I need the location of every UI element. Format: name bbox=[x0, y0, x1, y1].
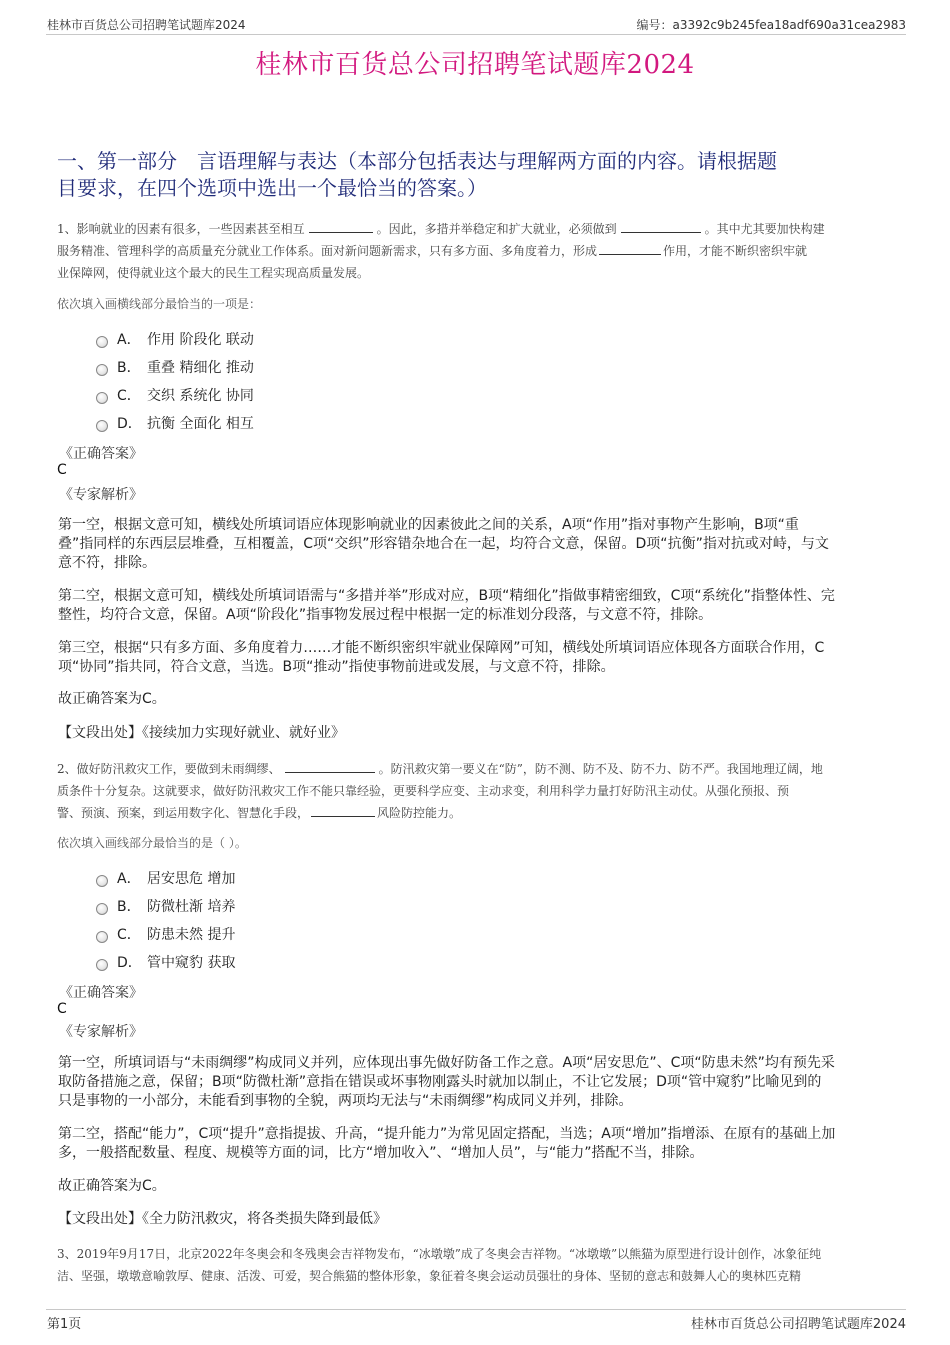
analysis-line: 第一空，所填词语与“未雨绸缪”构成同义并列，应体现出事先做好防备工作之意。A项“居安思危”、C项“防患未然”均有预先采 bbox=[58, 1055, 835, 1071]
question-1-text-a: 1、影响就业的因素有很多，一些因素甚至相互 bbox=[57, 222, 305, 236]
analysis-line: 整性，均符合文意，保留。A项“阶段化”指事物发展过程中根据一定的标准划分段落，与文意不符，排除。 bbox=[58, 607, 713, 623]
question-1-option-b[interactable] bbox=[96, 357, 254, 377]
option-text: 抗衡 全面化 相互 bbox=[147, 416, 254, 432]
analysis-line: 第二空，搭配“能力”，C项“提升”意指提拔、升高，“提升能力”为常见固定搭配，当选；A项“增加”指增添、在原有的基础上加 bbox=[58, 1126, 836, 1142]
question-2-text-a: 2、做好防汛救灾工作，要做到未雨绸缪、 bbox=[57, 762, 281, 776]
question-2-text-b: 。防汛救灾第一要义在“防”，防不测、防不及、防不力、防不严。我国地理辽阔，地 bbox=[378, 762, 823, 776]
fill-blank bbox=[621, 218, 701, 233]
analysis-line: 叠”指同样的东西层层堆叠，互相覆盖，C项“交织”形容错杂地合在一起，均符合文意，保留。D项“抗衡”指对抗或对峙，与文 bbox=[58, 536, 829, 552]
question-1-text-e: 作用，才能不断织密织牢就 bbox=[663, 244, 808, 258]
radio-button-icon[interactable] bbox=[96, 392, 108, 404]
question-1-line3: 业保障网，使得就业这个最大的民生工程实现高质量发展。 bbox=[57, 266, 370, 280]
radio-button-icon[interactable] bbox=[96, 420, 108, 432]
fill-blank bbox=[309, 218, 373, 233]
option-text: 防微杜渐 培养 bbox=[147, 899, 236, 915]
analysis-line: 第二空，根据文意可知，横线处所填词语需与“多措并举”形成对应，B项“精细化”指做事精密细致，C项“系统化”指整体性、完 bbox=[58, 588, 835, 604]
question-3-stem bbox=[57, 1243, 897, 1287]
analysis-line: 第三空，根据“只有多方面、多角度着力……才能不断织密织牢就业保障网”可知，横线处所填词语应体现各方面联合作用，C bbox=[58, 640, 825, 656]
question-2-conclusion: 故正确答案为C。 bbox=[58, 1178, 166, 1194]
question-1-option-c[interactable] bbox=[96, 385, 254, 405]
analysis-line: 项“协同”指共同，符合文意，当选。B项“推动”指使事物前进或发展，与文意不符，排除。 bbox=[58, 659, 615, 675]
option-text: 居安思危 增加 bbox=[147, 871, 236, 887]
section-heading-line2: 目要求，在四个选项中选出一个最恰当的答案。） bbox=[57, 176, 487, 200]
option-text: 作用 阶段化 联动 bbox=[147, 332, 254, 348]
question-2-option-a[interactable] bbox=[96, 868, 235, 888]
option-letter: A． bbox=[117, 871, 141, 887]
question-3-line2: 洁、坚强，墩墩意喻敦厚、健康、活泼、可爱，契合熊猫的整体形象，象征着冬奥会运动员强壮的身体、坚韧的意志和鼓舞人心的奥林匹克精 bbox=[57, 1269, 802, 1283]
question-1-analysis-para-2 bbox=[58, 587, 893, 625]
option-letter: D． bbox=[117, 416, 142, 432]
question-1-analysis-para-3 bbox=[58, 639, 893, 677]
question-3-line1: 3、2019年9月17日，北京2022年冬奥会和冬残奥会吉祥物发布，“冰墩墩”成了冬奥会吉祥物。“冰墩墩”以熊猫为原型进行设计创作，冰象征纯 bbox=[57, 1247, 822, 1261]
fill-blank bbox=[599, 240, 661, 255]
question-2-answer-label: 《正确答案》 bbox=[59, 985, 143, 1001]
question-2-option-d[interactable] bbox=[96, 952, 235, 972]
question-1-text-d: 服务精准、管理科学的高质量充分就业工作体系。面对新问题新需求，只有多方面、多角度着力，形成 bbox=[57, 244, 598, 258]
analysis-line: 只是事物的一小部分，未能看到事物的全貌，两项均无法与“未雨绸缪”构成同义并列，排除。 bbox=[58, 1093, 633, 1109]
question-2-analysis-label: 《专家解析》 bbox=[59, 1024, 143, 1040]
question-1-prompt: 依次填入画横线部分最恰当的一项是： bbox=[57, 297, 262, 311]
footer-divider bbox=[46, 1309, 906, 1310]
page-title: 桂林市百货总公司招聘笔试题库2024 bbox=[255, 50, 695, 80]
question-2-source: 【文段出处】《全力防汛救灾，将各类损失降到最低》 bbox=[58, 1211, 387, 1227]
option-letter: C． bbox=[117, 927, 141, 943]
question-1-text-b: 。因此，多措并举稳定和扩大就业，必须做到 bbox=[376, 222, 617, 236]
question-1-answer: C bbox=[57, 462, 67, 478]
question-2-stem bbox=[57, 758, 897, 824]
option-letter: C． bbox=[117, 388, 141, 404]
section-heading-line1: 一、第一部分 言语理解与表达（本部分包括表达与理解两方面的内容。请根据题 bbox=[57, 149, 777, 173]
analysis-line: 意不符，排除。 bbox=[58, 555, 156, 571]
question-1-line2 bbox=[57, 240, 897, 262]
question-1-analysis-label: 《专家解析》 bbox=[59, 487, 143, 503]
option-letter: B． bbox=[117, 899, 141, 915]
footer-title: 桂林市百货总公司招聘笔试题库2024 bbox=[690, 1317, 906, 1332]
question-1-stem bbox=[57, 218, 897, 284]
question-1-option-d[interactable] bbox=[96, 413, 254, 433]
question-2-line2: 质条件十分复杂。这就要求，做好防汛救灾工作不能只靠经验，更要科学应变、主动求变，利用科学力量打好防汛主动仗。从强化预报、预 bbox=[57, 784, 790, 798]
option-text: 重叠 精细化 推动 bbox=[147, 360, 254, 376]
footer-page-number: 第1页 bbox=[47, 1317, 82, 1332]
radio-button-icon[interactable] bbox=[96, 959, 108, 971]
question-2-line3 bbox=[57, 802, 897, 824]
analysis-line: 取防备措施之意，保留；B项“防微杜渐”意指在错误或坏事物刚露头时就加以制止，不让它发展；D项“管中窥豹”比喻见到的 bbox=[58, 1074, 822, 1090]
header-document-id: 编号：a3392c9b245fea18adf690a31cea2983 bbox=[636, 18, 906, 32]
option-text: 交织 系统化 协同 bbox=[147, 388, 254, 404]
option-text: 管中窥豹 获取 bbox=[147, 955, 236, 971]
radio-button-icon[interactable] bbox=[96, 336, 108, 348]
analysis-line: 多，一般搭配数量、程度、规模等方面的词，比方“增加收入”、“增加人员”，与“能力”搭配不当，排除。 bbox=[58, 1145, 704, 1161]
question-2-text-c: 警、预演、预案，到运用数字化、智慧化手段， bbox=[57, 806, 310, 820]
question-2-prompt: 依次填入画线部分最恰当的是（ ）。 bbox=[57, 836, 247, 850]
question-2-answer: C bbox=[57, 1001, 67, 1017]
radio-button-icon[interactable] bbox=[96, 931, 108, 943]
radio-button-icon[interactable] bbox=[96, 875, 108, 887]
question-2-text-d: 风险防控能力。 bbox=[377, 806, 462, 820]
section-heading bbox=[57, 148, 907, 202]
option-letter: A． bbox=[117, 332, 141, 348]
question-2-analysis-para-1 bbox=[58, 1054, 893, 1111]
option-letter: D． bbox=[117, 955, 142, 971]
option-text: 防患未然 提升 bbox=[147, 927, 236, 943]
question-1-option-a[interactable] bbox=[96, 329, 254, 349]
question-1-line1 bbox=[57, 218, 897, 240]
question-2-option-b[interactable] bbox=[96, 896, 235, 916]
question-1-analysis-para-1 bbox=[58, 516, 893, 573]
question-1-source: 【文段出处】《接续加力实现好就业、就好业》 bbox=[58, 725, 345, 741]
fill-blank bbox=[311, 802, 375, 817]
header-divider bbox=[46, 34, 906, 35]
option-letter: B． bbox=[117, 360, 141, 376]
question-1-text-c: 。其中尤其要加快构建 bbox=[704, 222, 825, 236]
radio-button-icon[interactable] bbox=[96, 903, 108, 915]
question-2-option-c[interactable] bbox=[96, 924, 235, 944]
analysis-line: 第一空，根据文意可知，横线处所填词语应体现影响就业的因素彼此之间的关系，A项“作用”指对事物产生影响，B项“重 bbox=[58, 517, 799, 533]
radio-button-icon[interactable] bbox=[96, 364, 108, 376]
question-1-answer-label: 《正确答案》 bbox=[59, 446, 143, 462]
fill-blank bbox=[285, 758, 375, 773]
header-left-title: 桂林市百货总公司招聘笔试题库2024 bbox=[47, 18, 246, 32]
question-2-line1 bbox=[57, 758, 897, 780]
question-2-analysis-para-2 bbox=[58, 1125, 893, 1163]
question-1-conclusion: 故正确答案为C。 bbox=[58, 691, 166, 707]
